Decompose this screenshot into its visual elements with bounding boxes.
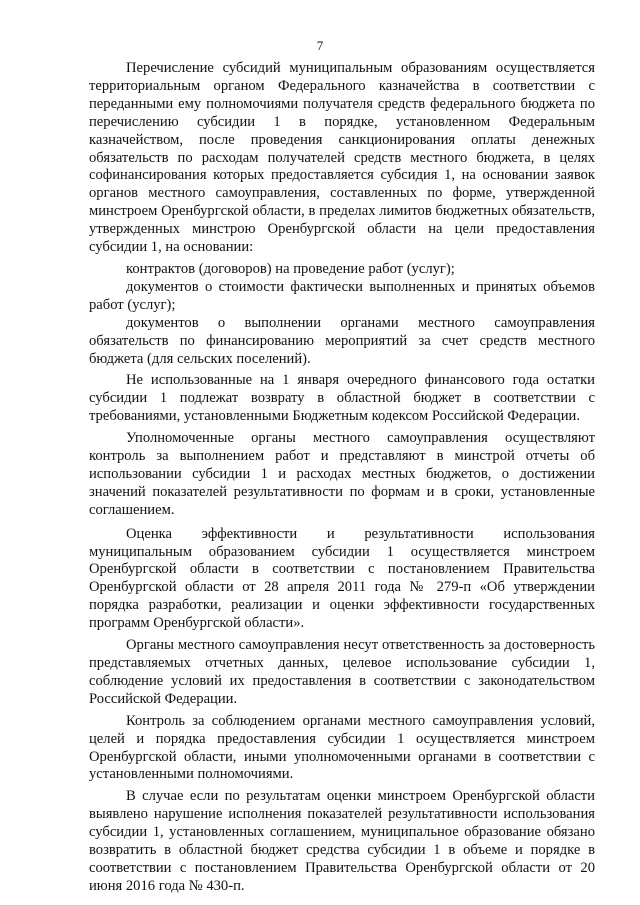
list-item: документов о выполнении органами местного самоуправления обязательств по финансированию мероприятий за счет средств местного бюджета (для сельских поселений). <box>89 314 595 367</box>
paragraph: Не использованные на 1 января очередного финансового года остатки субсидии 1 подлежат возврату в областной бюджет в соответствии с требованиями, установленными Бюджетным кодексом Российской Федерации. <box>89 372 595 425</box>
page-number: 7 <box>316 38 324 53</box>
list-item: контрактов (договоров) на проведение работ (услуг); <box>126 260 455 277</box>
paragraph: Перечисление субсидий муниципальным образованиям осуществляется территориальным органом Федерального казначейства в соответствии с переданными ему полномочиями получателя средств федерального бюджета по перечислению субсидии 1 в порядке, установленном Федеральным казначейством, после проведения санкционирования оплаты денежных обязательств по расходам получателей средств местного бюджета, в целях софинансирования которых предоставляется субсидия 1, на основании заявок органов местного самоуправления, составленных по форме, утвержденной минстроем Оренбургской области, в пределах лимитов бюджетных обязательств, утвержденных минстрою Оренбургской области на цели предоставления субсидии 1, на основании: <box>89 60 595 256</box>
paragraph: Оценка эффективности и результативности использования муниципальным образованием субсидии 1 осуществляется минстроем Оренбургской области в соответствии с постановлением Правительства Оренбургской области от 28 апреля 2011 года № 279-п «Об утверждении порядка разработки, реализации и оценки эффективности государственных программ Оренбургской области». <box>89 525 595 632</box>
paragraph: Контроль за соблюдением органами местного самоуправления условий, целей и порядка предоставления субсидии 1 осуществляется минстроем Оренбургской области, иными уполномоченными органами в соответствии с установленными полномочиями. <box>89 712 595 783</box>
document-body <box>89 60 595 900</box>
paragraph: Уполномоченные органы местного самоуправления осуществляют контроль за выполнением работ и представляют в минстрой отчеты об использовании субсидии 1 и расходах местных бюджетов, о достижении значений показателей результативности по формам и в сроки, установленные соглашением. <box>89 430 595 518</box>
paragraph: В случае если по результатам оценки минстроем Оренбургской области выявлено нарушение исполнения показателей результативности использования субсидии 1, установленных соглашением, муниципальное образование обязано возвратить в областной бюджет средства субсидии 1 в объеме и порядке в соответствии с постановлением Правительства Оренбургской области от 20 июня 2016 года № 430-п. <box>89 788 595 894</box>
list-item: документов о стоимости фактически выполненных и принятых объемов работ (услуг); <box>89 278 595 313</box>
paragraph: Органы местного самоуправления несут ответственность за достоверность представляемых отчетных данных, целевое использование субсидии 1, соблюдение условий их предоставления в соответствии с законодательством Российской Федерации. <box>89 637 595 707</box>
